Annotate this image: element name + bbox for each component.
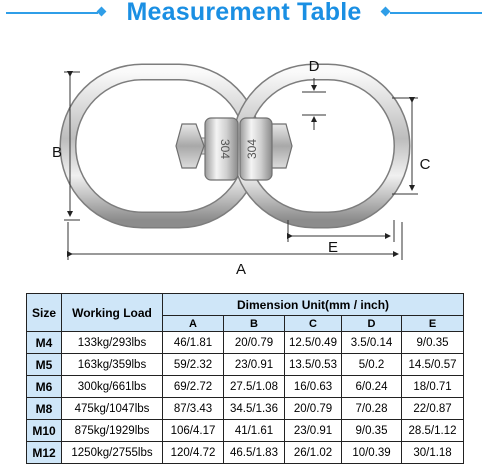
value-cell-c: 20/0.79 [285, 398, 342, 420]
size-cell: M10 [27, 420, 62, 442]
value-cell-e: 18/0.71 [402, 376, 464, 398]
dimension-a [68, 222, 402, 260]
measurement-table [26, 293, 464, 464]
value-cell-a: 120/4.72 [163, 442, 224, 464]
value-cell-b: 34.5/1.36 [224, 398, 285, 420]
value-cell-c: 26/1.02 [285, 442, 342, 464]
table-row [27, 332, 464, 354]
dimension-d [302, 78, 326, 130]
value-cell-b: 23/0.91 [224, 354, 285, 376]
table-row [27, 376, 464, 398]
value-cell-d: 3.5/0.14 [342, 332, 402, 354]
column-header-a: A [163, 316, 224, 332]
size-cell: M5 [27, 354, 62, 376]
value-cell-e: 22/0.87 [402, 398, 464, 420]
value-cell-a: 106/4.17 [163, 420, 224, 442]
left-barrel-engraving: 304 [218, 138, 232, 160]
table-row [27, 354, 464, 376]
dimension-unit-header: Dimension Unit(mm / inch) [163, 294, 464, 316]
working-load-header: Working Load [62, 294, 163, 332]
value-cell-e: 28.5/1.12 [402, 420, 464, 442]
value-cell-e: 30/1.18 [402, 442, 464, 464]
value-cell-a: 46/1.81 [163, 332, 224, 354]
load-cell: 475kg/1047lbs [62, 398, 163, 420]
size-cell: M4 [27, 332, 62, 354]
page-title: Measurement Table [126, 0, 362, 26]
left-nut [176, 124, 204, 168]
value-cell-d: 7/0.28 [342, 398, 402, 420]
load-cell: 875kg/1929lbs [62, 420, 163, 442]
table-row [27, 398, 464, 420]
load-cell: 1250kg/2755lbs [62, 442, 163, 464]
dimension-e-label: E [327, 239, 339, 256]
value-cell-b: 41/1.61 [224, 420, 285, 442]
value-cell-b: 20/0.79 [224, 332, 285, 354]
load-cell: 133kg/293lbs [62, 332, 163, 354]
column-header-e: E [402, 316, 464, 332]
value-cell-a: 69/2.72 [163, 376, 224, 398]
value-cell-e: 9/0.35 [402, 332, 464, 354]
table-row [27, 442, 464, 464]
value-cell-d: 5/0.2 [342, 354, 402, 376]
value-cell-c: 23/0.91 [285, 420, 342, 442]
dimension-c-label: C [419, 156, 431, 173]
load-cell: 300kg/661lbs [62, 376, 163, 398]
column-header-d: D [342, 316, 402, 332]
load-cell: 163kg/359lbs [62, 354, 163, 376]
table-row [27, 420, 464, 442]
right-barrel-engraving: 304 [245, 138, 259, 160]
value-cell-e: 14.5/0.57 [402, 354, 464, 376]
value-cell-c: 13.5/0.53 [285, 354, 342, 376]
size-cell: M6 [27, 376, 62, 398]
size-header: Size [27, 294, 62, 332]
value-cell-d: 9/0.35 [342, 420, 402, 442]
value-cell-c: 16/0.63 [285, 376, 342, 398]
value-cell-a: 87/3.43 [163, 398, 224, 420]
swivel-diagram [0, 26, 488, 282]
size-cell: M8 [27, 398, 62, 420]
value-cell-d: 10/0.39 [342, 442, 402, 464]
dimension-d-label: D [308, 58, 320, 75]
size-cell: M12 [27, 442, 62, 464]
dimension-a-label: A [235, 261, 247, 278]
value-cell-c: 12.5/0.49 [285, 332, 342, 354]
title-bar [0, 0, 488, 26]
value-cell-d: 6/0.24 [342, 376, 402, 398]
column-header-c: C [285, 316, 342, 332]
value-cell-b: 46.5/1.83 [224, 442, 285, 464]
value-cell-b: 27.5/1.08 [224, 376, 285, 398]
value-cell-a: 59/2.32 [163, 354, 224, 376]
column-header-b: B [224, 316, 285, 332]
dimension-b-label: B [51, 144, 63, 161]
